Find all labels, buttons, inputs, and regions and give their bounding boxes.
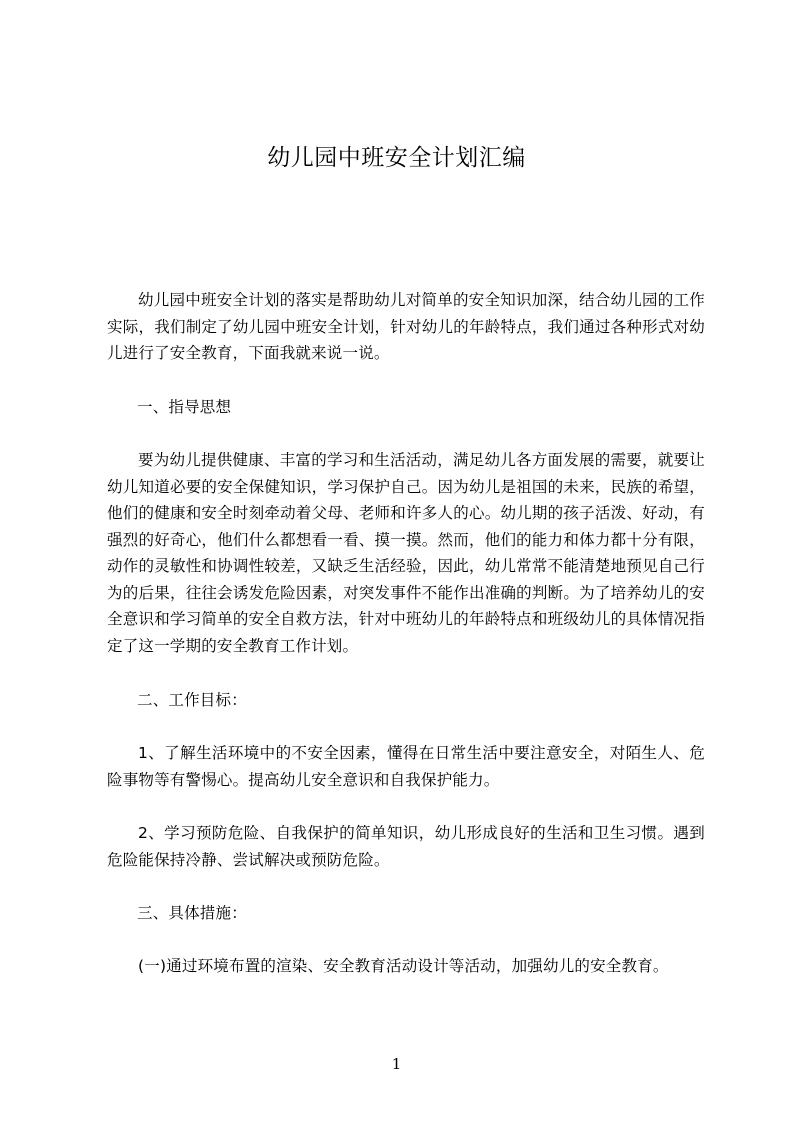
document-title: 幼儿园中班安全计划汇编 xyxy=(267,145,526,171)
section-heading-guiding-ideology: 一、指导思想 xyxy=(137,398,232,416)
section-heading-work-goals: 二、工作目标： xyxy=(137,691,247,709)
page-number: 1 xyxy=(391,1055,402,1073)
measure-item-1: (一)通过环境布置的渲染、安全教育活动设计等活动，加强幼儿的安全教育。 xyxy=(138,957,669,975)
work-goal-item-2: 2、学习预防危险、自我保护的简单知识，幼儿形成良好的生活和卫生习惯。遇到危险能保持冷静、尝试解决或预防危险。 xyxy=(107,824,705,869)
work-goal-item-1: 1、了解生活环境中的不安全因素，懂得在日常生活中要注意安全，对陌生人、危险事物等有警惕心。提高幼儿安全意识和自我保护能力。 xyxy=(107,744,705,789)
guiding-ideology-paragraph: 要为幼儿提供健康、丰富的学习和生活活动，满足幼儿各方面发展的需要，就要让幼儿知道必要的安全保健知识，学习保护自己。因为幼儿是祖国的未来，民族的希望，他们的健康和安全时刻牵动着父母、老师和许多人的心。幼儿期的孩子活泼、好动，有强烈的好奇心，他们什么都想看一看、摸一摸。然而，他们的能力和体力都十分有限，动作的灵敏性和协调性较差，又缺乏生活经验，因此，幼儿常常不能清楚地预见自己行为的后果，往往会诱发危险因素，对突发事件不能作出准确的判断。为了培养幼儿的安全意识和学习简单的安全自救方法，针对中班幼儿的年龄特点和班级幼儿的具体情况指定了这一学期的安全教育工作计划。 xyxy=(107,451,705,655)
intro-paragraph: 幼儿园中班安全计划的落实是帮助幼儿对简单的安全知识加深，结合幼儿园的工作实际，我们制定了幼儿园中班安全计划，针对幼儿的年龄特点，我们通过各种形式对幼儿进行了安全教育，下面我就来说一说。 xyxy=(107,291,705,362)
section-heading-measures: 三、具体措施： xyxy=(137,904,247,922)
